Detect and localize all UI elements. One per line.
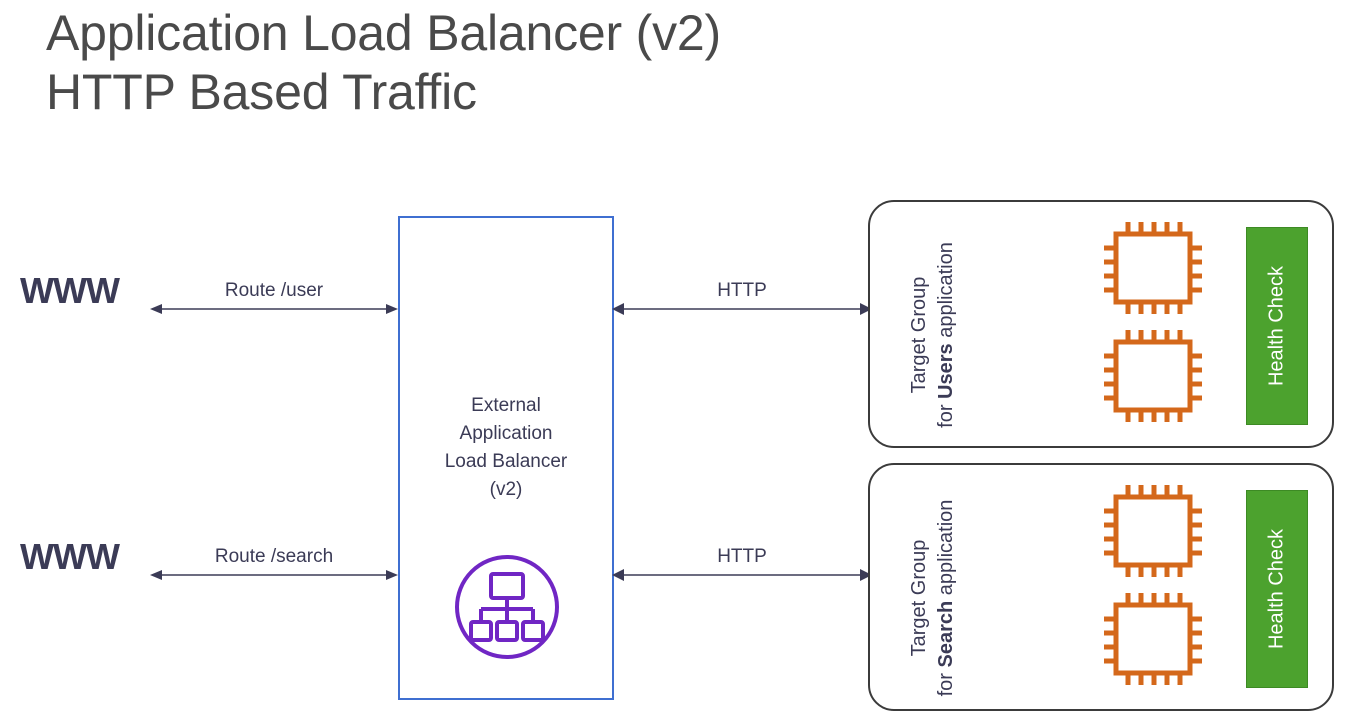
route-search-label: Route /search [214, 546, 334, 567]
route-user-label: Route /user [224, 280, 324, 301]
load-balancer-label-line-1: External [471, 395, 541, 416]
health-check-search [1246, 490, 1308, 688]
client-www-search: WWW [20, 536, 119, 577]
target-group-users-label [906, 220, 960, 450]
title-line-1: Application Load Balancer (v2) [46, 5, 721, 61]
client-www-users: WWW [20, 270, 119, 311]
http-label-users: HTTP [717, 280, 767, 301]
http-label-search: HTTP [717, 546, 767, 567]
target-group-prefix: Target Group [908, 276, 930, 394]
load-balancer-label-line-4: (v2) [489, 478, 523, 500]
ec2-instance-icon [1098, 328, 1208, 424]
double-arrow-icon [612, 302, 872, 316]
target-group-name: Users [935, 343, 957, 399]
ec2-instance-icon [1098, 591, 1208, 687]
ec2-instance-icon [1098, 220, 1208, 316]
target-group-search-label [906, 483, 960, 713]
target-group-suffix: application [935, 499, 957, 596]
health-check-search-label: Health Check [1265, 528, 1288, 650]
page-title [46, 4, 1046, 122]
load-balancer-label [398, 392, 614, 504]
target-group-search [868, 463, 1334, 711]
double-arrow-icon [150, 568, 398, 582]
route-user-connector [150, 280, 398, 326]
instance-stack-search [1098, 483, 1208, 695]
health-check-users-label: Health Check [1265, 265, 1288, 387]
target-group-name: Search [935, 600, 957, 668]
double-arrow-icon [612, 568, 872, 582]
instance-stack-users [1098, 220, 1208, 432]
http-connector-users [612, 280, 872, 326]
ec2-instance-icon [1098, 483, 1208, 579]
http-connector-search [612, 546, 872, 592]
target-group-prefix: Target Group [908, 539, 930, 657]
double-arrow-icon [150, 302, 398, 316]
target-group-suffix: application [935, 242, 957, 338]
load-balancer-label-line-2: Application [459, 422, 553, 444]
health-check-users [1246, 227, 1308, 425]
target-group-for-word: for [935, 673, 957, 697]
load-balancer-label-line-3: Load Balancer [444, 450, 568, 472]
route-search-connector [150, 546, 398, 592]
target-group-users [868, 200, 1334, 448]
title-line-2: HTTP Based Traffic [46, 64, 477, 120]
target-group-for-word: for [935, 404, 957, 428]
load-balancer-icon [455, 548, 559, 666]
